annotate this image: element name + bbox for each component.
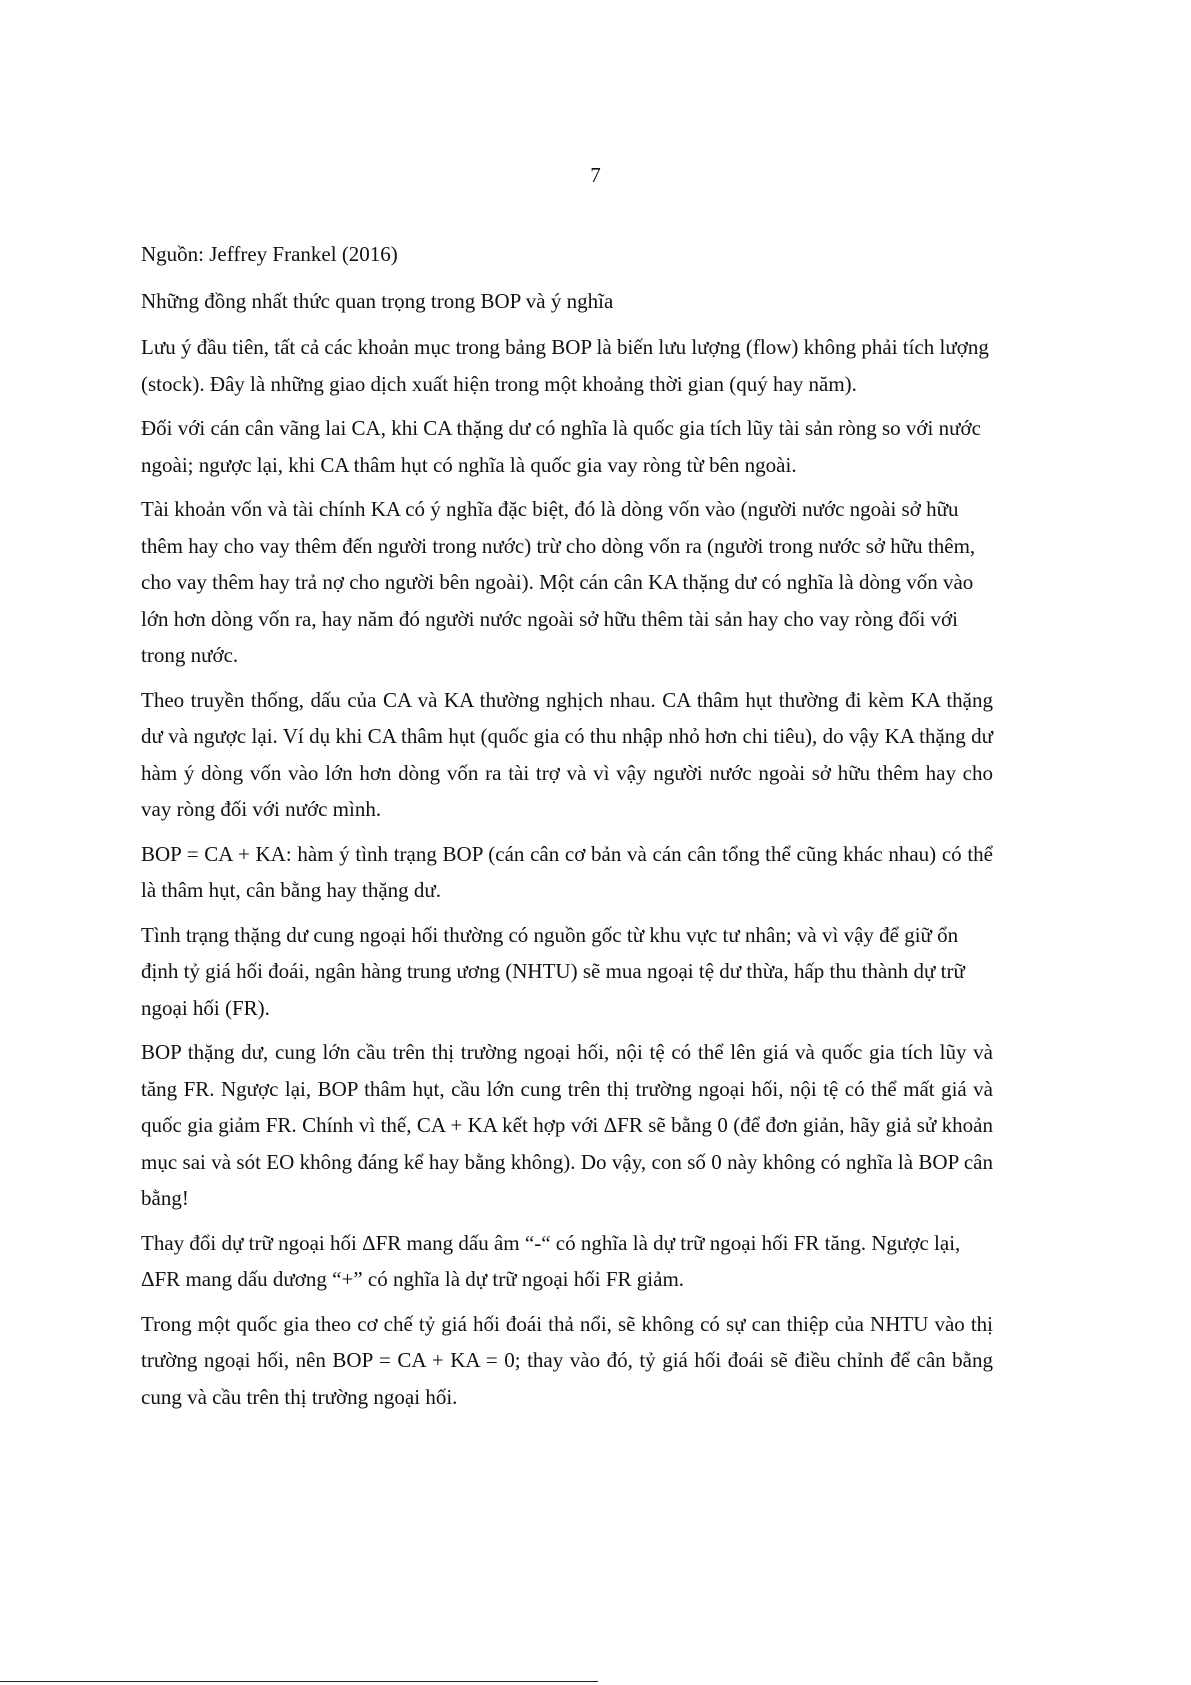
paragraph-current-account: Đối với cán cân vãng lai CA, khi CA thặng dư có nghĩa là quốc gia tích lũy tài sản ròng so với nước ngoài; ngược lại, khi CA thâm hụt có nghĩa là quốc gia vay ròng từ bên ngoài. [141,416,981,477]
page-number: 7 [590,163,601,187]
document-body [141,236,993,1423]
paragraph-ca-ka-signs: Theo truyền thống, dấu của CA và KA thường nghịch nhau. CA thâm hụt thường đi kèm KA thặng dư và ngược lại. Ví dụ khi CA thâm hụt (quốc gia có thu nhập nhỏ hơn chi tiêu), do vậy KA thặng dư hàm ý dòng vốn vào lớn hơn dòng vốn ra tài trợ và vì vậy người nước ngoài sở hữu thêm hay cho vay ròng đối với nước mình. [141,687,993,821]
paragraph-floating-regime: Trong một quốc gia theo cơ chế tỷ giá hối đoái thả nổi, sẽ không có sự can thiệp của NHTU vào thị trường ngoại hối, nên BOP = CA + KA = 0; thay vào đó, tỷ giá hối đoái sẽ điều chỉnh để cân bằng cung và cầu trên thị trường ngoại hối. [141,1311,993,1409]
section-heading: Những đồng nhất thức quan trọng trong BOP và ý nghĩa [141,288,614,313]
paragraph-bop-identity: BOP = CA + KA: hàm ý tình trạng BOP (cán cân cơ bản và cán cân tổng thể cũng khác nhau) có thể là thâm hụt, cân bằng hay thặng dư. [141,841,993,902]
footnote-divider [0,1681,598,1682]
paragraph-delta-fr-sign: Thay đổi dự trữ ngoại hối ΔFR mang dấu âm “-“ có nghĩa là dự trữ ngoại hối FR tăng. Ngược lại, ΔFR mang dấu dương “+” có nghĩa là dự trữ ngoại hối FR giảm. [141,1230,961,1291]
paragraph-fr-changes: BOP thặng dư, cung lớn cầu trên thị trường ngoại hối, nội tệ có thể lên giá và quốc gia tích lũy và tăng FR. Ngược lại, BOP thâm hụt, cầu lớn cung trên thị trường ngoại hối, nội tệ có thể mất giá và quốc gia giảm FR. Chính vì thế, CA + KA kết hợp với ΔFR sẽ bằng 0 (để đơn giản, hãy giả sử khoản mục sai và sót EO không đáng kể hay bằng không). Do vậy, con số 0 này không có nghĩa là BOP cân bằng! [141,1040,993,1210]
paragraph-fx-surplus: Tình trạng thặng dư cung ngoại hối thường có nguồn gốc từ khu vực tư nhân; và vì vậy để giữ ổn định tỷ giá hối đoái, ngân hàng trung ương (NHTU) sẽ mua ngoại tệ dư thừa, hấp thu thành dự trữ ngoại hối (FR). [141,922,965,1020]
paragraph-flow-vs-stock: Lưu ý đầu tiên, tất cả các khoản mục trong bảng BOP là biến lưu lượng (flow) không phải tích lượng (stock). Đây là những giao dịch xuất hiện trong một khoảng thời gian (quý hay năm). [141,335,989,396]
paragraph-capital-account: Tài khoản vốn và tài chính KA có ý nghĩa đặc biệt, đó là dòng vốn vào (người nước ngoài sở hữu thêm hay cho vay thêm đến người trong nước) trừ cho dòng vốn ra (người trong nước sở hữu thêm, cho vay thêm hay trả nợ cho người bên ngoài). Một cán cân KA thặng dư có nghĩa là dòng vốn vào lớn hơn dòng vốn ra, hay năm đó người nước ngoài sở hữu thêm tài sản hay cho vay ròng đối với trong nước. [141,497,976,667]
source-citation: Nguồn: Jeffrey Frankel (2016) [141,242,398,266]
